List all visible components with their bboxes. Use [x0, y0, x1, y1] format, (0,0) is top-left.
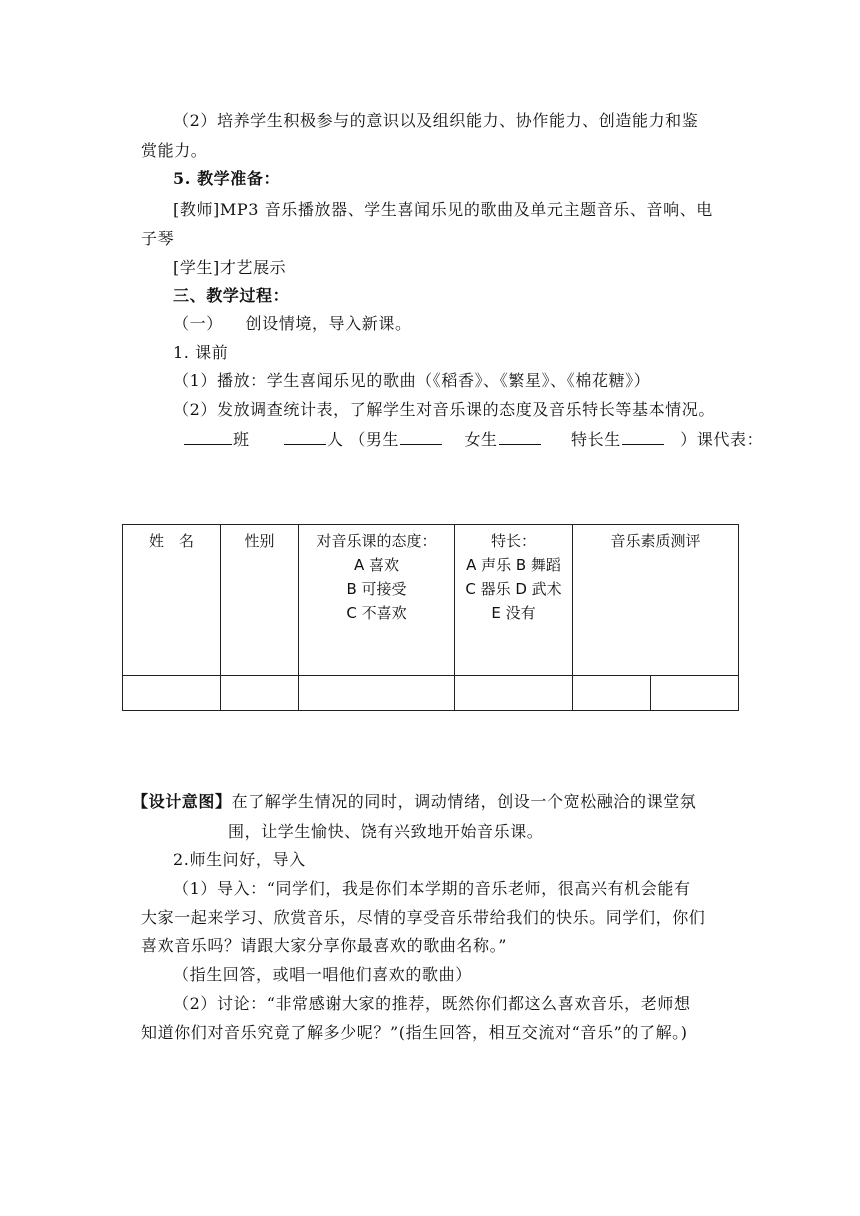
item-play-songs: （1）播放：学生喜闻乐见的歌曲（《稻香》、《繁星》、《棉花糖》） — [173, 371, 651, 390]
col-attitude-header: 对音乐课的态度： A 喜欢 B 可接受 C 不喜欢 — [299, 525, 455, 676]
table-cell[interactable] — [221, 676, 299, 711]
rep-label: ）课代表： — [680, 430, 764, 449]
paragraph-goal-2-line2: 赏能力。 — [141, 141, 208, 160]
student-prep: [学生]才艺展示 — [173, 258, 287, 277]
item-survey: （2）发放调查统计表，了解学生对音乐课的态度及音乐特长等基本情况。 — [173, 400, 715, 419]
col-specialty-header: 特长： A 声乐 B 舞蹈 C 器乐 D 武术 E 没有 — [455, 525, 573, 676]
female-label: 女生 — [464, 430, 498, 449]
table-cell[interactable] — [455, 676, 573, 711]
section-create-scenario: （一） 创设情境，导入新课。 — [173, 314, 412, 333]
discuss-line1: （2）讨论：“非常感谢大家的推荐，既然你们都这么喜欢音乐，老师想 — [173, 994, 691, 1013]
teacher-prep-line2: 子琴 — [141, 229, 175, 248]
people-label: 人 （男生 — [326, 430, 400, 449]
paragraph-goal-2-line1: （2）培养学生积极参与的意识以及组织能力、协作能力、创造能力和鉴 — [173, 111, 699, 130]
intro-line3: 喜欢音乐吗？请跟大家分享你最喜欢的歌曲名称。” — [141, 936, 507, 955]
table-header-row — [123, 525, 739, 676]
survey-form-line — [183, 428, 763, 451]
survey-table — [122, 524, 739, 711]
heading-teaching-preparation: 5. 教学准备： — [173, 169, 281, 188]
table-cell[interactable] — [651, 676, 739, 711]
people-blank[interactable] — [284, 428, 326, 445]
item-greeting: 2.师生问好，导入 — [173, 850, 306, 869]
item-before-class: 1. 课前 — [173, 343, 229, 362]
design-intent-label: 【设计意图】 — [132, 792, 232, 811]
table-row — [123, 676, 739, 711]
discuss-line2: 知道你们对音乐究竟了解多少呢？”(指生回答，相互交流对“音乐”的了解。) — [141, 1023, 688, 1042]
special-blank[interactable] — [622, 428, 664, 445]
table-cell[interactable] — [573, 676, 651, 711]
design-intent-text: 在了解学生情况的同时，调动情绪，创设一个宽松融洽的课堂氛 — [231, 792, 697, 811]
class-blank[interactable] — [184, 428, 232, 445]
intro-note: （指生回答，或唱一唱他们喜欢的歌曲） — [173, 965, 472, 984]
col-name-header: 姓 名 — [123, 525, 221, 676]
table-cell[interactable] — [123, 676, 221, 711]
class-label: 班 — [233, 430, 250, 449]
col-gender-header: 性别 — [221, 525, 299, 676]
heading-teaching-process: 三、教学过程： — [173, 286, 290, 305]
design-intent-line2: 围，让学生愉快、饶有兴致地开始音乐课。 — [228, 822, 544, 841]
male-blank[interactable] — [400, 428, 442, 445]
design-intent-line1 — [132, 791, 696, 813]
special-label: 特长生 — [571, 430, 621, 449]
teacher-prep-line1: [教师]MP3 音乐播放器、学生喜闻乐见的歌曲及单元主题音乐、音响、电 — [173, 200, 713, 219]
female-blank[interactable] — [499, 428, 541, 445]
table-cell[interactable] — [299, 676, 455, 711]
intro-line1: （1）导入：“同学们，我是你们本学期的音乐老师，很高兴有机会能有 — [173, 879, 691, 898]
intro-line2: 大家一起来学习、欣赏音乐，尽情的享受音乐带给我们的快乐。同学们，你们 — [141, 908, 706, 927]
col-quality-header: 音乐素质测评 — [573, 525, 739, 676]
